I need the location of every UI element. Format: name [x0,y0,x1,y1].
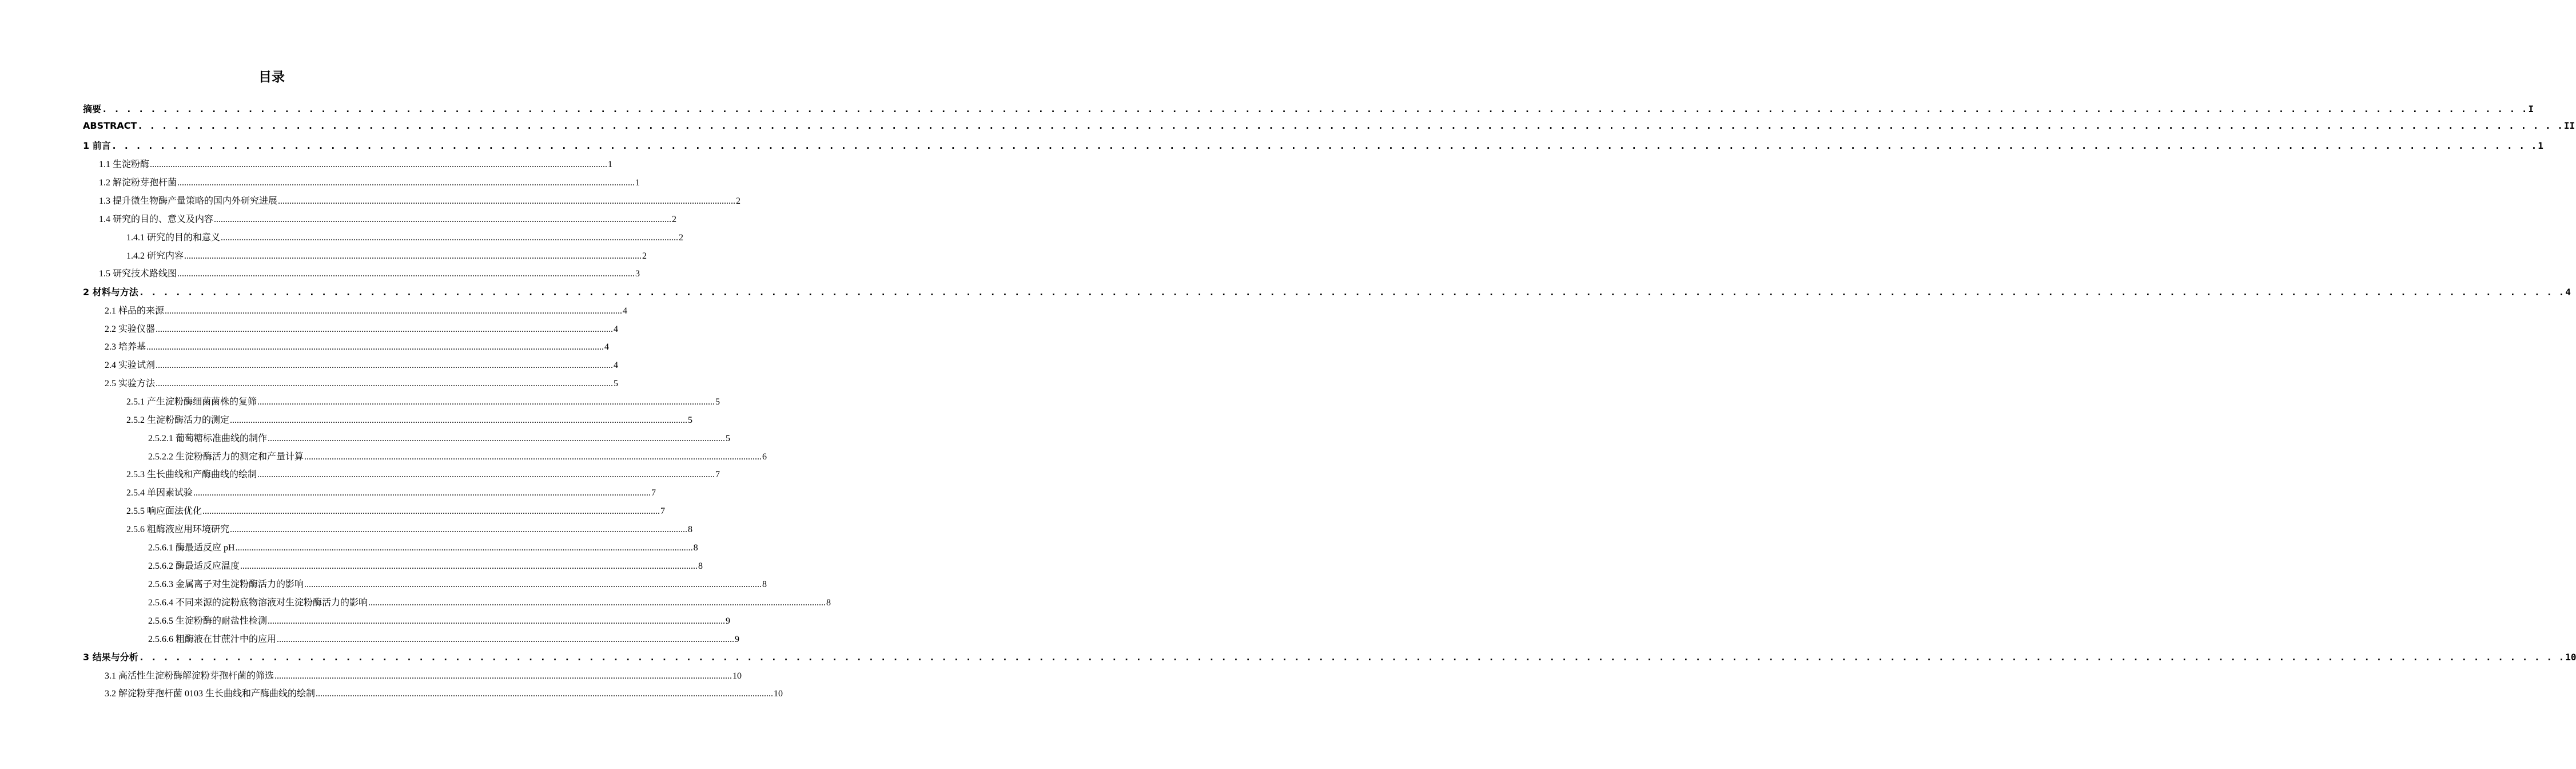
toc-leader-dots: . . . . . . . . . . . . . . . . . . . . . . . . . . . . . . . . . . . . . . . . . . . . . . . . . . . . . . . . . . . . . . . . . . . . . . . . . . . . . . . . . . . . . . . . . . . . . . . . . . . . . . . . . . . . . . . . . . . . . . . . . . . . . . . . . . . . . . . . . . . . . . . . . . . . . . . . . . . . . . . . . . . . . . . . . . . . . . . . . . . . . . . . . . . . . . . . . . . . . . . . [138,652,2565,663]
toc-page-number: 1 [608,160,613,169]
toc-entry[interactable] [126,394,720,408]
toc-entry-label: 2.5.6.4 不同来源的淀粉底物溶液对生淀粉酶活力的影响 [148,598,368,608]
toc-page-number: II [2563,120,2575,131]
toc-entry[interactable] [99,175,640,189]
toc-entry-label: 3.1 高活性生淀粉酶解淀粉芽孢杆菌的筛选 [105,671,274,681]
toc-entry-label: 2.5.2 生淀粉酶活力的测定 [126,415,230,425]
toc-entry-label: 1.1 生淀粉酶 [99,160,150,169]
toc-page-number: 5 [688,415,693,425]
toc-leader-dots: ........................................................................................................................................................................................................ [230,415,688,425]
toc-page-number: 5 [715,397,720,407]
toc-entry-label: 2.5.2.1 葡萄糖标准曲线的制作 [148,434,268,443]
toc-leader-dots: ........................................................................................................................................................................................................ [177,269,635,279]
toc-page-number: 1 [635,178,640,188]
toc-entry[interactable] [83,285,2571,299]
toc-entry-label: 2.1 样品的来源 [105,306,165,316]
toc-page-number: 7 [651,488,656,498]
toc-leader-dots: . . . . . . . . . . . . . . . . . . . . . . . . . . . . . . . . . . . . . . . . . . . . . . . . . . . . . . . . . . . . . . . . . . . . . . . . . . . . . . . . . . . . . . . . . . . . . . . . . . . . . . . . . . . . . . . . . . . . . . . . . . . . . . . . . . . . . . . . . . . . . . . . . . . . . . . . . . . . . . . . . . . . . . . . . . . . . . . . . . . . . . . . . . . . . . . . . . . . . . . . [138,287,2565,298]
toc-page-number: 10 [774,689,783,699]
toc-entry[interactable] [83,650,2576,664]
toc-leader-dots: ........................................................................................................................................................................................................ [277,635,735,644]
toc-entry[interactable] [148,577,767,590]
toc-leader-dots: ........................................................................................................................................................................................................ [156,360,614,370]
toc-entry[interactable] [99,212,677,225]
toc-entry[interactable] [105,376,619,390]
toc-page-number: 4 [614,360,619,370]
toc-entry[interactable] [126,413,693,426]
toc-entry-label: 1.2 解淀粉芽孢杆菌 [99,178,177,188]
toc-page-number: 4 [614,324,619,334]
toc-leader-dots: ........................................................................................................................................................................................................ [268,434,726,443]
toc-page-number: 9 [735,635,740,644]
toc-leader-dots: ........................................................................................................................................................................................................ [230,525,688,534]
toc-leader-dots: ........................................................................................................................................................................................................ [368,598,826,608]
toc-entry[interactable] [105,668,742,682]
toc-entry-label: 3.2 解淀粉芽孢杆菌 0103 生长曲线和产酶曲线的绘制 [105,689,316,699]
toc-entry-label: 2.3 培养基 [105,342,146,352]
toc-entry[interactable] [126,504,666,517]
toc-entry-label: 2.5.1 产生淀粉酶细菌菌株的复筛 [126,397,257,407]
toc-page-number: 1 [2538,140,2543,151]
toc-page-number: 8 [688,525,693,534]
toc-page-number: 2 [672,215,677,224]
toc-entry[interactable] [126,248,647,262]
toc-entry[interactable] [148,449,767,463]
toc-entry[interactable] [83,120,2575,134]
toc-entry[interactable] [99,266,640,280]
toc-entry[interactable] [148,558,703,572]
toc-entry[interactable] [83,138,2543,152]
toc-page-number: 2 [642,251,647,261]
toc-entry[interactable] [148,540,698,554]
toc-entry-label: ABSTRACT [83,120,137,131]
toc-leader-dots: ........................................................................................................................................................................................................ [257,470,715,479]
toc-leader-dots: . . . . . . . . . . . . . . . . . . . . . . . . . . . . . . . . . . . . . . . . . . . . . . . . . . . . . . . . . . . . . . . . . . . . . . . . . . . . . . . . . . . . . . . . . . . . . . . . . . . . . . . . . . . . . . . . . . . . . . . . . . . . . . . . . . . . . . . . . . . . . . . . . . . . . . . . . . . . . . . . . . . . . . . . . . . . . . . . . . . . . . . . . . . . . . . . . . . . . . . . [102,104,2528,114]
toc-page-number: 10 [732,671,742,681]
toc-entry-label: 2.5.6 粗酶液应用环境研究 [126,525,230,534]
toc-entry-label: 2.5.6.5 生淀粉酶的耐盐性检测 [148,616,268,626]
toc-leader-dots: ........................................................................................................................................................................................................ [193,488,651,498]
toc-leader-dots: ........................................................................................................................................................................................................ [304,452,762,462]
toc-page-number: 7 [660,506,666,516]
toc-leader-dots: ........................................................................................................................................................................................................ [257,397,715,407]
toc-entry[interactable] [105,303,628,317]
toc-page-number: 8 [826,598,831,608]
toc-entry[interactable] [126,230,684,244]
toc-leader-dots: ........................................................................................................................................................................................................ [150,160,608,169]
toc-page-number: 7 [715,470,720,479]
toc-page-number: 5 [614,379,619,389]
toc-entry-label: 2.5.6.2 酶最适反应温度 [148,561,240,571]
toc-entry[interactable] [148,613,731,627]
toc-leader-dots: ........................................................................................................................................................................................................ [235,543,693,553]
toc-entry-label: 2 材料与方法 [83,287,138,298]
toc-leader-dots: ........................................................................................................................................................................................................ [184,251,642,261]
toc-entry[interactable] [126,485,656,499]
toc-leader-dots: . . . . . . . . . . . . . . . . . . . . . . . . . . . . . . . . . . . . . . . . . . . . . . . . . . . . . . . . . . . . . . . . . . . . . . . . . . . . . . . . . . . . . . . . . . . . . . . . . . . . . . . . . . . . . . . . . . . . . . . . . . . . . . . . . . . . . . . . . . . . . . . . . . . . . . . . . . . . . . . . . . . . . . . . . . . . . . . . . . . . . . . . . . . . . . . . . . . . . . . . [137,120,2563,131]
toc-leader-dots: ........................................................................................................................................................................................................ [316,689,774,699]
toc-leader-dots: ........................................................................................................................................................................................................ [156,379,614,389]
toc-entry-label: 2.5.6.1 酶最适反应 pH [148,543,235,553]
toc-page-number: 8 [762,580,767,589]
toc-page-number: 4 [623,306,628,316]
toc-entry-label: 2.5.2.2 生淀粉酶活力的测定和产量计算 [148,452,304,462]
toc-page-number: I [2528,104,2534,114]
toc-entry-label: 2.2 实验仪器 [105,324,156,334]
toc-entry[interactable] [83,102,2534,116]
toc-entry-label: 2.5.4 单因素试验 [126,488,193,498]
toc-entry-label: 1.4.1 研究的目的和意义 [126,233,221,243]
toc-entry[interactable] [148,595,831,609]
toc-leader-dots: ........................................................................................................................................................................................................ [202,506,660,516]
toc-entry[interactable] [105,686,783,700]
toc-leader-dots: ........................................................................................................................................................................................................ [304,580,762,589]
toc-page-number: 8 [698,561,703,571]
toc-entry-label: 2.5.3 生长曲线和产酶曲线的绘制 [126,470,257,479]
toc-entry-label: 2.5.6.3 金属离子对生淀粉酶活力的影响 [148,580,304,589]
toc-entry-label: 1.3 提升微生物酶产量策略的国内外研究进展 [99,196,278,206]
toc-entry[interactable] [126,467,720,481]
toc-entry[interactable] [105,322,619,335]
toc-entry[interactable] [99,157,613,171]
toc-page-number: 3 [635,269,640,279]
toc-entry-label: 3 结果与分析 [83,652,138,663]
toc-page-number: 8 [693,543,698,553]
toc-page-number: 6 [762,452,767,462]
toc-page-number: 4 [2565,287,2571,298]
toc-page-number: 2 [679,233,684,243]
toc-entry[interactable] [148,632,740,645]
toc-entry-label: 2.5.6.6 粗酶液在甘蔗汁中的应用 [148,635,277,644]
toc-leader-dots: ........................................................................................................................................................................................................ [177,178,635,188]
toc-entry-label: 2.5.5 响应面法优化 [126,506,202,516]
toc-entry[interactable] [148,431,731,445]
toc-page-number: 10 [2565,652,2576,663]
toc-leader-dots: ........................................................................................................................................................................................................ [240,561,698,571]
toc-leader-dots: ........................................................................................................................................................................................................ [156,324,614,334]
toc-leader-dots: . . . . . . . . . . . . . . . . . . . . . . . . . . . . . . . . . . . . . . . . . . . . . . . . . . . . . . . . . . . . . . . . . . . . . . . . . . . . . . . . . . . . . . . . . . . . . . . . . . . . . . . . . . . . . . . . . . . . . . . . . . . . . . . . . . . . . . . . . . . . . . . . . . . . . . . . . . . . . . . . . . . . . . . . . . . . . . . . . . . . . . . . . . . . . . . . . . . . . . . . [111,140,2538,151]
toc-entry-label: 1.4 研究的目的、意义及内容 [99,215,214,224]
toc-page-number: 9 [726,616,731,626]
toc-entry[interactable] [126,522,693,536]
toc-entry[interactable] [99,193,741,207]
toc-leader-dots: ........................................................................................................................................................................................................ [278,196,736,206]
toc-entry-label: 1.5 研究技术路线图 [99,269,177,279]
toc-leader-dots: ........................................................................................................................................................................................................ [268,616,726,626]
page-title: 目录 [258,70,285,85]
toc-entry[interactable] [105,339,610,353]
toc-leader-dots: ........................................................................................................................................................................................................ [165,306,623,316]
toc-entry-label: 1.4.2 研究内容 [126,251,184,261]
toc-entry-label: 1 前言 [83,140,111,151]
toc-entry[interactable] [105,358,619,371]
toc-entry-label: 2.4 实验试剂 [105,360,156,370]
toc-page-number: 5 [726,434,731,443]
toc-leader-dots: ........................................................................................................................................................................................................ [146,342,604,352]
toc-page-number: 4 [604,342,610,352]
toc-leader-dots: ........................................................................................................................................................................................................ [221,233,679,243]
toc-entry-label: 2.5 实验方法 [105,379,156,389]
toc-leader-dots: ........................................................................................................................................................................................................ [214,215,672,224]
toc-entry-label: 摘要 [83,104,102,114]
toc-leader-dots: ........................................................................................................................................................................................................ [274,671,732,681]
toc-page-number: 2 [736,196,741,206]
